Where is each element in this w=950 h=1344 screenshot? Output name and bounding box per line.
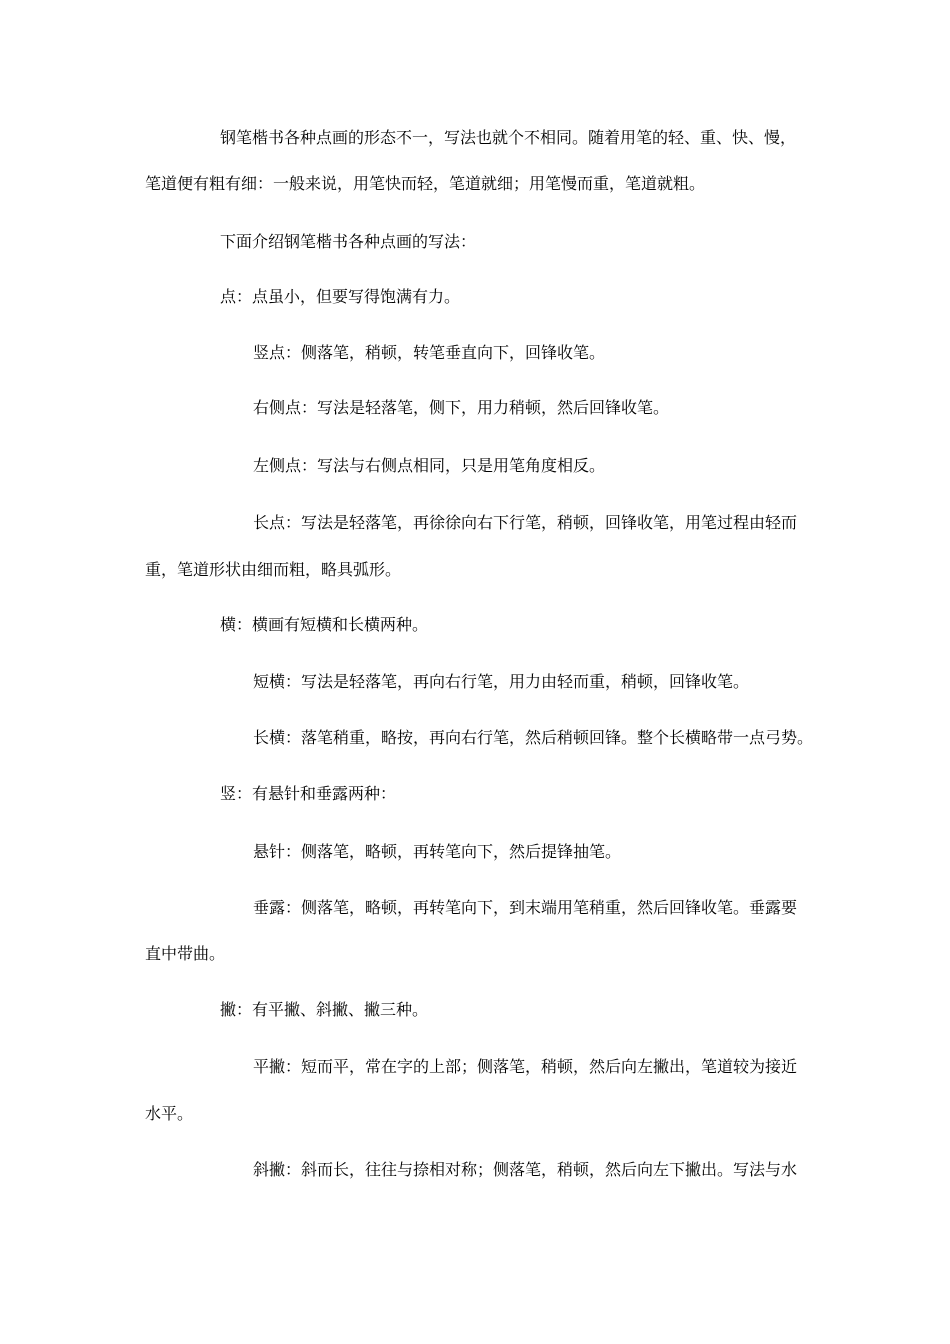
paragraph-vertical-dot: 竖点：侧落笔，稍顿，转笔垂直向下，回锋收笔。: [253, 343, 606, 362]
paragraph-hanging-needle: 悬针：侧落笔，略顿，再转笔向下，然后提锋抽笔。: [253, 842, 622, 861]
paragraph-long-dot-line-1: 长点：写法是轻落笔，再徐徐向右下行笔，稍顿，回锋收笔，用笔过程由轻而: [253, 513, 798, 532]
paragraph-left-falling: 撇：有平撇、斜撇、撇三种。: [220, 1000, 429, 1019]
paragraph-intro-line-2: 笔道便有粗有细：一般来说，用笔快而轻，笔道就细；用笔慢而重，笔道就粗。: [145, 174, 706, 193]
paragraph-long-horizontal: 长横：落笔稍重，略按，再向右行笔，然后稍顿回锋。整个长横略带一点弓势。: [253, 728, 814, 747]
paragraph-slant-left-falling: 斜撇：斜而长，往往与捺相对称；侧落笔，稍顿，然后向左下撇出。写法与水: [253, 1160, 798, 1179]
paragraph-right-dot: 右侧点：写法是轻落笔，侧下，用力稍顿，然后回锋收笔。: [253, 398, 670, 417]
paragraph-vertical: 竖：有悬针和垂露两种：: [220, 784, 397, 803]
paragraph-horizontal: 横：横画有短横和长横两种。: [220, 615, 429, 634]
paragraph-hanging-dew-line-2: 直中带曲。: [145, 944, 226, 963]
paragraph-lead-in: 下面介绍钢笔楷书各种点画的写法：: [220, 232, 477, 251]
paragraph-dot: 点：点虽小，但要写得饱满有力。: [220, 287, 461, 306]
paragraph-intro-line-1: 钢笔楷书各种点画的形态不一，写法也就个不相同。随着用笔的轻、重、快、慢，: [220, 128, 797, 147]
paragraph-long-dot-line-2: 重，笔道形状由细而粗，略具弧形。: [145, 560, 402, 579]
paragraph-left-dot: 左侧点：写法与右侧点相同，只是用笔角度相反。: [253, 456, 606, 475]
paragraph-flat-left-falling-line-1: 平撇：短而平，常在字的上部；侧落笔，稍顿，然后向左撇出，笔道较为接近: [253, 1057, 798, 1076]
paragraph-hanging-dew-line-1: 垂露：侧落笔，略顿，再转笔向下，到末端用笔稍重，然后回锋收笔。垂露要: [253, 898, 798, 917]
paragraph-flat-left-falling-line-2: 水平。: [145, 1104, 194, 1123]
paragraph-short-horizontal: 短横：写法是轻落笔，再向右行笔，用力由轻而重，稍顿，回锋收笔。: [253, 672, 750, 691]
